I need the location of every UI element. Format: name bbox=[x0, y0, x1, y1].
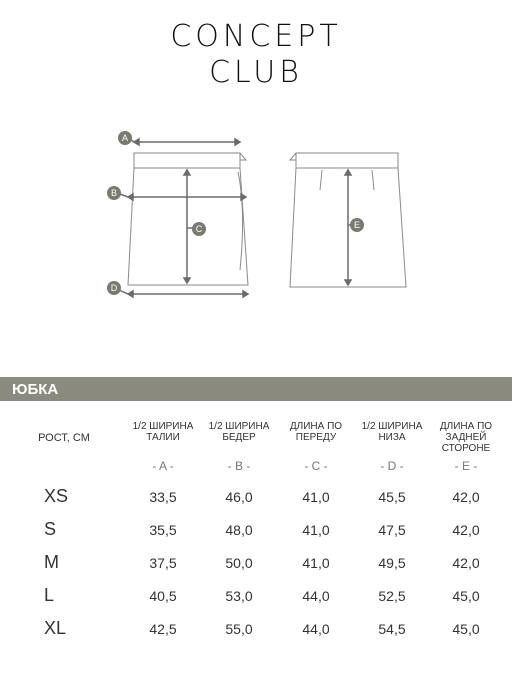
table-cell: 46,0 bbox=[225, 489, 253, 505]
brand-name-line1: CONCEPT bbox=[170, 19, 342, 54]
brand-name-line2: CLUB bbox=[209, 55, 303, 90]
section-title-bar bbox=[0, 377, 512, 401]
section-title: ЮБКА bbox=[12, 381, 59, 398]
col-header-b: 1/2 ШИРИНА БЕДЕР bbox=[208, 421, 270, 443]
table-cell: 42,5 bbox=[149, 621, 177, 637]
table-cell: 33,5 bbox=[149, 489, 177, 505]
table-cell: 35,5 bbox=[149, 522, 177, 538]
col-letter-d: - D - bbox=[380, 459, 404, 473]
size-label: XL bbox=[44, 618, 67, 638]
table-cell: 55,0 bbox=[225, 621, 253, 637]
table-cell: 52,5 bbox=[378, 588, 406, 604]
col-header-e: ДЛИНА ПО ЗАДНЕЙ СТОРОНЕ bbox=[439, 421, 493, 454]
table-cell: 42,0 bbox=[452, 522, 480, 538]
table-cell: 41,0 bbox=[302, 522, 330, 538]
table-cell: 42,0 bbox=[452, 489, 480, 505]
table-cell: 53,0 bbox=[225, 588, 253, 604]
table-cell: 44,0 bbox=[302, 588, 330, 604]
table-cell: 54,5 bbox=[378, 621, 406, 637]
table-cell: 44,0 bbox=[302, 621, 330, 637]
size-label: M bbox=[44, 552, 59, 572]
col-header-a: 1/2 ШИРИНА ТАЛИИ bbox=[132, 421, 194, 443]
table-cell: 42,0 bbox=[452, 555, 480, 571]
col-header-d: 1/2 ШИРИНА НИЗА bbox=[361, 421, 423, 443]
table-cell: 50,0 bbox=[225, 555, 253, 571]
size-label: XS bbox=[44, 486, 69, 506]
table-cell: 45,5 bbox=[378, 489, 406, 505]
size-label: S bbox=[44, 519, 57, 539]
table-cell: 45,0 bbox=[452, 588, 480, 604]
col-letter-a: - A - bbox=[152, 459, 174, 473]
table-cell: 47,5 bbox=[378, 522, 406, 538]
table-cell: 45,0 bbox=[452, 621, 480, 637]
table-cell: 40,5 bbox=[149, 588, 177, 604]
marker-label-a: A bbox=[121, 133, 129, 143]
marker-label-b: B bbox=[110, 188, 118, 198]
marker-label-c: C bbox=[195, 224, 203, 234]
col-letter-b: - B - bbox=[227, 459, 251, 473]
col-letter-e: - E - bbox=[454, 459, 478, 473]
row-header-height: РОСТ, СМ bbox=[38, 432, 90, 444]
table-cell: 49,5 bbox=[378, 555, 406, 571]
col-letter-c: - C - bbox=[304, 459, 328, 473]
table-cell: 41,0 bbox=[302, 555, 330, 571]
skirt-diagram bbox=[0, 120, 512, 310]
marker-label-d: D bbox=[110, 283, 118, 293]
table-cell: 41,0 bbox=[302, 489, 330, 505]
table-cell: 48,0 bbox=[225, 522, 253, 538]
size-label: L bbox=[44, 585, 55, 605]
table-cell: 37,5 bbox=[149, 555, 177, 571]
col-header-c: ДЛИНА ПО ПЕРЕДУ bbox=[289, 421, 343, 443]
marker-label-e: E bbox=[353, 220, 361, 230]
